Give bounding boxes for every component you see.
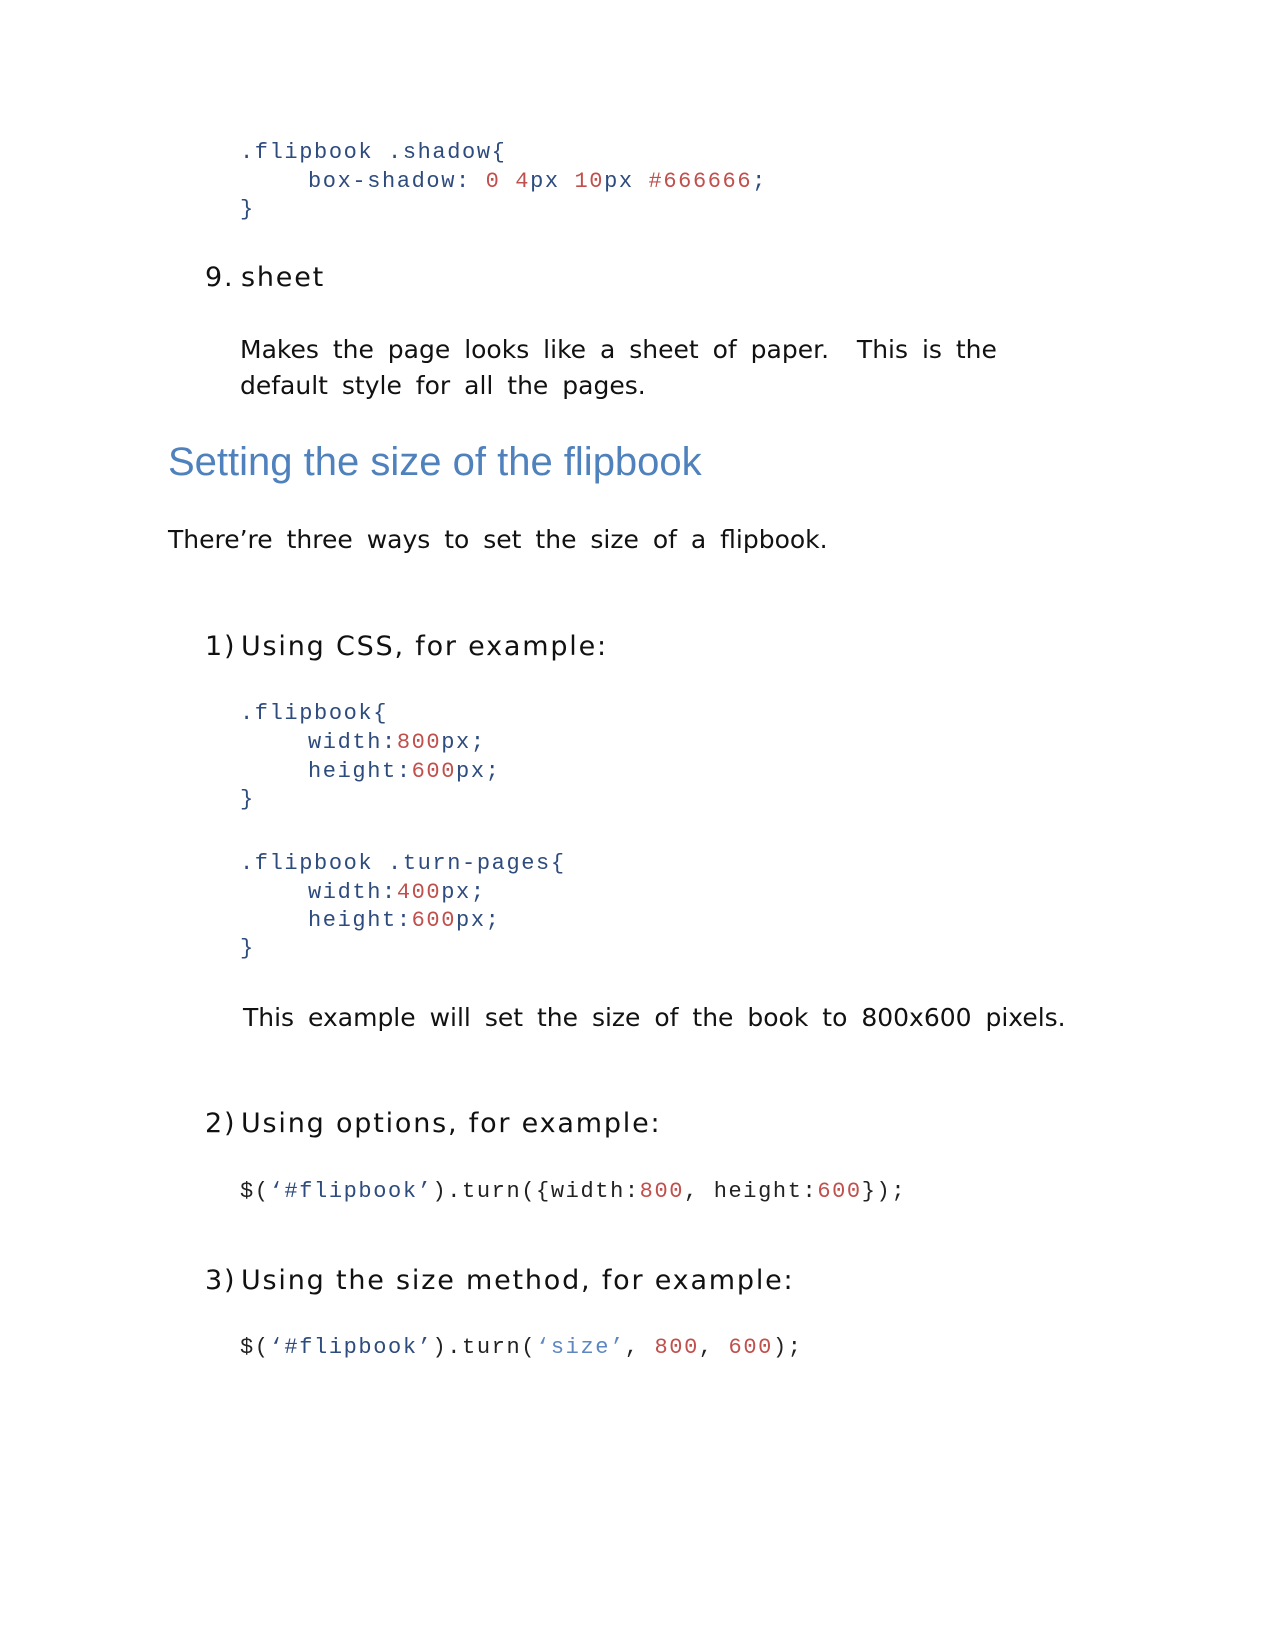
code-css-a-width: width:800px; [308,730,486,755]
code-css-b-selector: .flipbook .turn-pages{ [240,851,566,876]
code-css-b-width: width:400px; [308,880,486,905]
code-css-b-close: } [240,936,255,961]
code-shadow-line2: box-shadow: 0 4px 10px #666666; [308,169,767,194]
item-9-heading [205,262,325,293]
code-options: $(‘#flipbook’).turn({width:800, height:600}); [240,1179,907,1204]
item-9-desc-line2: default style for all the pages. [240,371,646,400]
code-css-b-height: height:600px; [308,908,501,933]
method-1-title: Using CSS, for example: [241,631,608,662]
method-3-title: Using the size method, for example: [241,1265,795,1296]
item-9-title: sheet [241,262,325,293]
method-3-heading [205,1265,794,1296]
code-shadow-close: } [240,197,255,222]
item-9-number: 9. [205,262,235,293]
code-css-a-height: height:600px; [308,759,501,784]
section-title: Setting the size of the flipbook [168,440,702,484]
method-1-number: 1) [205,631,237,662]
method-1-note: This example will set the size of the book to 800x600 pixels. [243,1003,1066,1032]
code-css-a-close: } [240,787,255,812]
code-css-a-selector: .flipbook{ [240,701,389,726]
method-1-heading [205,631,608,662]
code-size-method: $(‘#flipbook’).turn(‘size’, 800, 600); [240,1335,803,1360]
item-9-desc-line1: Makes the page looks like a sheet of paper. This is the [240,335,997,364]
method-2-number: 2) [205,1108,237,1139]
method-3-number: 3) [205,1265,237,1296]
method-2-title: Using options, for example: [241,1108,662,1139]
section-intro: There’re three ways to set the size of a flipbook. [168,525,828,554]
method-2-heading [205,1108,661,1139]
code-shadow-line1: .flipbook .shadow{ [240,140,507,165]
